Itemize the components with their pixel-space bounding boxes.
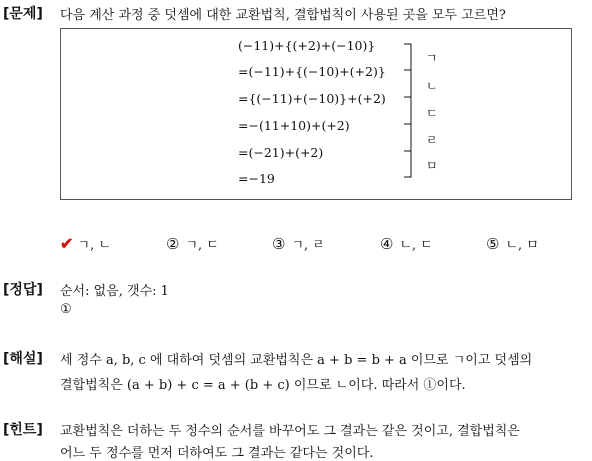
explanation-tag: [해설] — [3, 351, 43, 367]
choice-5[interactable] — [486, 234, 539, 253]
calc-step: ={(−11)+(−10)}+(+2) — [238, 91, 386, 106]
choice-2[interactable] — [166, 234, 219, 253]
choice-text: ㄱ, ㄷ — [185, 238, 219, 253]
calc-step: =−(11+10)+(+2) — [238, 118, 350, 133]
choice-number: ② — [166, 235, 180, 253]
hint-tag: [힌트] — [3, 422, 43, 438]
choice-text: ㄴ, ㄷ — [399, 238, 433, 253]
choice-number: ⑤ — [486, 235, 500, 253]
step-label: ㄴ — [426, 79, 438, 93]
step-label: ㄷ — [426, 106, 438, 120]
choice-number: ③ — [272, 235, 286, 253]
calculation-box — [60, 28, 572, 200]
step-label: ㅁ — [426, 159, 438, 173]
calc-step: (−11)+{(+2)+(−10)} — [238, 38, 376, 53]
choice-1[interactable] — [60, 234, 111, 253]
choice-text: ㄴ, ㅁ — [505, 238, 539, 253]
calc-step: =(−11)+{(−10)+(+2)} — [238, 64, 386, 79]
question-text: 다음 계산 과정 중 덧셈에 대한 교환법칙, 결합법칙이 사용된 곳을 모두 고르면? — [60, 8, 506, 23]
step-label: ㄹ — [426, 133, 438, 147]
answer-choice: ① — [60, 302, 72, 317]
choice-3[interactable] — [272, 234, 325, 253]
checkmark-icon: ✔ — [60, 234, 74, 253]
calc-step: =−19 — [238, 171, 275, 186]
question-tag: [문제] — [3, 6, 43, 22]
choice-4[interactable] — [380, 234, 433, 253]
hint-line: 어느 두 정수를 먼저 더하여도 그 결과는 같다는 것이다. — [60, 446, 374, 461]
hint-line: 교환법칙은 더하는 두 정수의 순서를 바꾸어도 그 결과는 같은 것이고, 결합법칙은 — [60, 424, 520, 439]
choice-number: ④ — [380, 235, 394, 253]
answer-line: 순서: 없음, 갯수: 1 — [60, 284, 169, 299]
explanation-line: 세 정수 a, b, c 에 대하여 덧셈의 교환법칙은 a + b = b + a 이므로 ㄱ이고 덧셈의 — [60, 353, 533, 368]
calc-step: =(−21)+(+2) — [238, 145, 324, 160]
choice-text: ㄱ, ㄴ — [77, 238, 111, 253]
step-label: ㄱ — [426, 51, 438, 65]
explanation-line: 결합법칙은 (a + b) + c = a + (b + c) 이므로 ㄴ이다. 따라서 ①이다. — [60, 378, 466, 393]
answer-tag: [정답] — [3, 282, 43, 298]
choice-text: ㄱ, ㄹ — [291, 238, 325, 253]
